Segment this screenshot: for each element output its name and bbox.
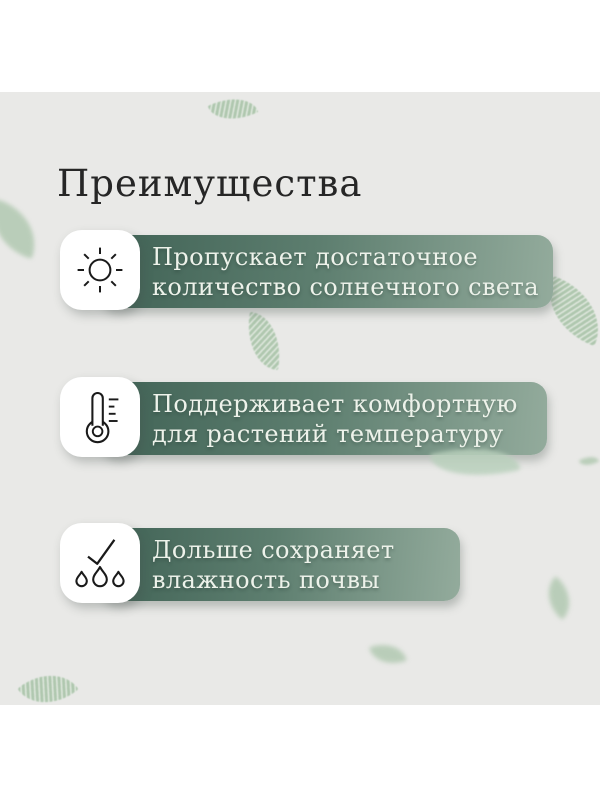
check-droplets-icon (68, 531, 132, 595)
page-title: Преимущества (57, 161, 363, 205)
benefit-text-line: влажность почвы (152, 566, 380, 594)
benefit-text (100, 382, 547, 449)
benefit-row-sunlight (0, 230, 600, 316)
benefit-text-line: Поддерживает комфортную (152, 390, 518, 418)
leaf-decoration (208, 92, 259, 130)
benefit-pill (100, 382, 547, 455)
benefit-text-line: Дольше сохраняет (152, 536, 395, 564)
benefit-text-line: Пропускает достаточное (152, 243, 479, 271)
benefit-text-line: количество солнечного света (152, 273, 539, 301)
benefit-pill (100, 235, 553, 308)
leaf-decoration (369, 638, 407, 671)
benefit-icon-card (60, 377, 140, 457)
leaf-decoration (242, 312, 285, 370)
benefit-row-moisture (0, 523, 600, 609)
thermometer-icon (68, 385, 132, 449)
benefit-row-temperature (0, 377, 600, 463)
benefit-text (100, 235, 553, 302)
benefit-icon-card (60, 523, 140, 603)
benefit-pill (100, 528, 460, 601)
leaf-decoration (17, 659, 78, 705)
benefit-icon-card (60, 230, 140, 310)
benefit-text-line: для растений температуру (152, 420, 504, 448)
sun-icon (68, 238, 132, 302)
benefit-text (100, 528, 460, 595)
